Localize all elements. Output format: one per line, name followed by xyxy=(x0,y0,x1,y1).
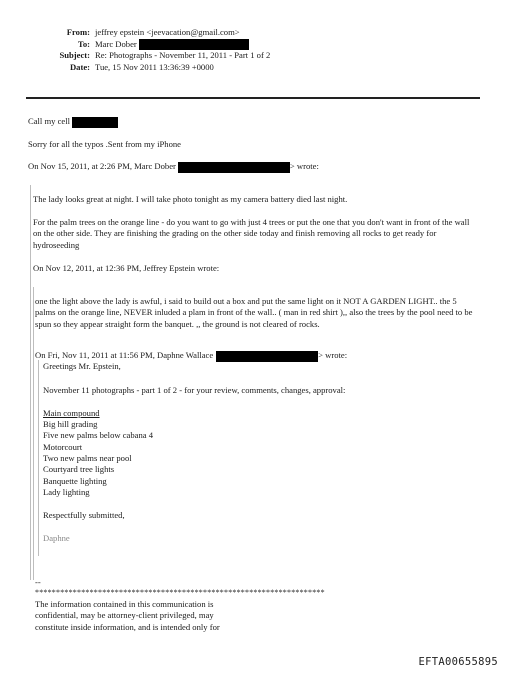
list-heading-text: Main compound xyxy=(43,408,100,418)
list-item: Banquette lighting xyxy=(43,475,107,486)
disclaimer xyxy=(35,599,482,633)
list-heading xyxy=(43,408,482,419)
greeting: Greetings Mr. Epstein, xyxy=(43,361,121,371)
quote-bar-2 xyxy=(33,287,34,580)
date-label: Date: xyxy=(69,61,90,72)
quote1-intro-text: On Nov 15, 2011, at 2:26 PM, Marc Dober xyxy=(28,161,176,171)
list-item: Two new palms near pool xyxy=(43,453,132,464)
reply-line-1 xyxy=(28,116,480,128)
quote3-intro xyxy=(35,350,482,362)
redaction-block xyxy=(178,162,290,173)
to-name: Marc Dober xyxy=(95,38,137,49)
date-value: Tue, 15 Nov 2011 13:36:39 +0000 xyxy=(95,61,214,72)
list-item: Five new palms below cabana 4 xyxy=(43,430,154,441)
subject-value: Re: Photographs - November 11, 2011 - Part 1 of 2 xyxy=(95,50,271,60)
list-item: Lady lighting xyxy=(43,487,90,498)
from-value: jeffrey epstein <jeevacation@gmail.com> xyxy=(95,27,240,37)
subject-row xyxy=(0,50,512,62)
quote2-intro: On Nov 12, 2011, at 12:36 PM, Jeffrey Epstein wrote: xyxy=(33,263,220,273)
header-divider xyxy=(26,97,480,99)
photo-list xyxy=(43,419,482,498)
quote1-intro-wrote: > wrote: xyxy=(289,161,319,171)
to-label: To: xyxy=(77,38,90,49)
subject-label: Subject: xyxy=(59,50,90,60)
list-item: Big hill grading xyxy=(43,419,98,429)
to-value xyxy=(95,39,249,51)
footer-dashes: -- xyxy=(35,577,41,587)
quote3-intro-text: On Fri, Nov 11, 2011 at 11:56 PM, Daphne Wallace xyxy=(35,350,214,360)
redaction-block xyxy=(216,351,318,362)
from-row xyxy=(0,27,512,39)
document-id: EFTA00655895 xyxy=(418,656,498,669)
disclaimer-line: confidential, may be attorney-client privileged, may xyxy=(35,610,214,621)
disclaimer-line: constitute inside information, and is intended only for xyxy=(35,621,220,632)
quote3-intro-wrote: > wrote: xyxy=(318,350,348,360)
call-my-cell-text: Call my cell xyxy=(28,116,71,126)
quote-bar-1 xyxy=(30,185,31,580)
closing: Respectfully submitted, xyxy=(43,510,125,520)
date-row xyxy=(0,62,512,74)
list-item: Motorcourt xyxy=(43,441,83,452)
redaction-block xyxy=(139,39,249,50)
email-header xyxy=(0,27,512,73)
quote-bar-3 xyxy=(38,360,39,556)
quote1-paragraph-1: The lady looks great at night. I will take photo tonight as my camera battery died last night. xyxy=(33,194,348,204)
quote1-paragraph-2: For the palm trees on the orange line - do you want to go with just 4 trees or put the one that you don't want in front of the wall on the other side. They are finishing the grading on the other side today and finish removing all rocks to get ready for hydroseeding xyxy=(33,217,470,250)
quote2-paragraph: one the light above the lady is awful, i said to build out a box and put the same light on it NOT A GARDEN LIGHT.. the 5 palms on the orange line, NEVER inluded a plam in front of the wall.. ( man in red shirt ),, also the trees by the pool need to be spun so they appear straight form the banquet. ,, the ground is not cleared of rocks. xyxy=(35,296,473,329)
list-item: Courtyard tree lights xyxy=(43,464,115,475)
to-row xyxy=(0,39,512,51)
disclaimer-line: The information contained in this communication is xyxy=(35,599,214,609)
signature: Daphne xyxy=(43,533,70,543)
quote1-intro xyxy=(28,161,480,173)
intro-text: November 11 photographs - part 1 of 2 - for your review, comments, changes, approval: xyxy=(43,385,346,395)
from-label: From: xyxy=(66,27,90,37)
reply-line-2: Sorry for all the typos .Sent from my iPhone xyxy=(28,139,182,149)
redaction-block xyxy=(72,117,118,128)
footer-stars: ********************************************************************* xyxy=(35,588,325,597)
